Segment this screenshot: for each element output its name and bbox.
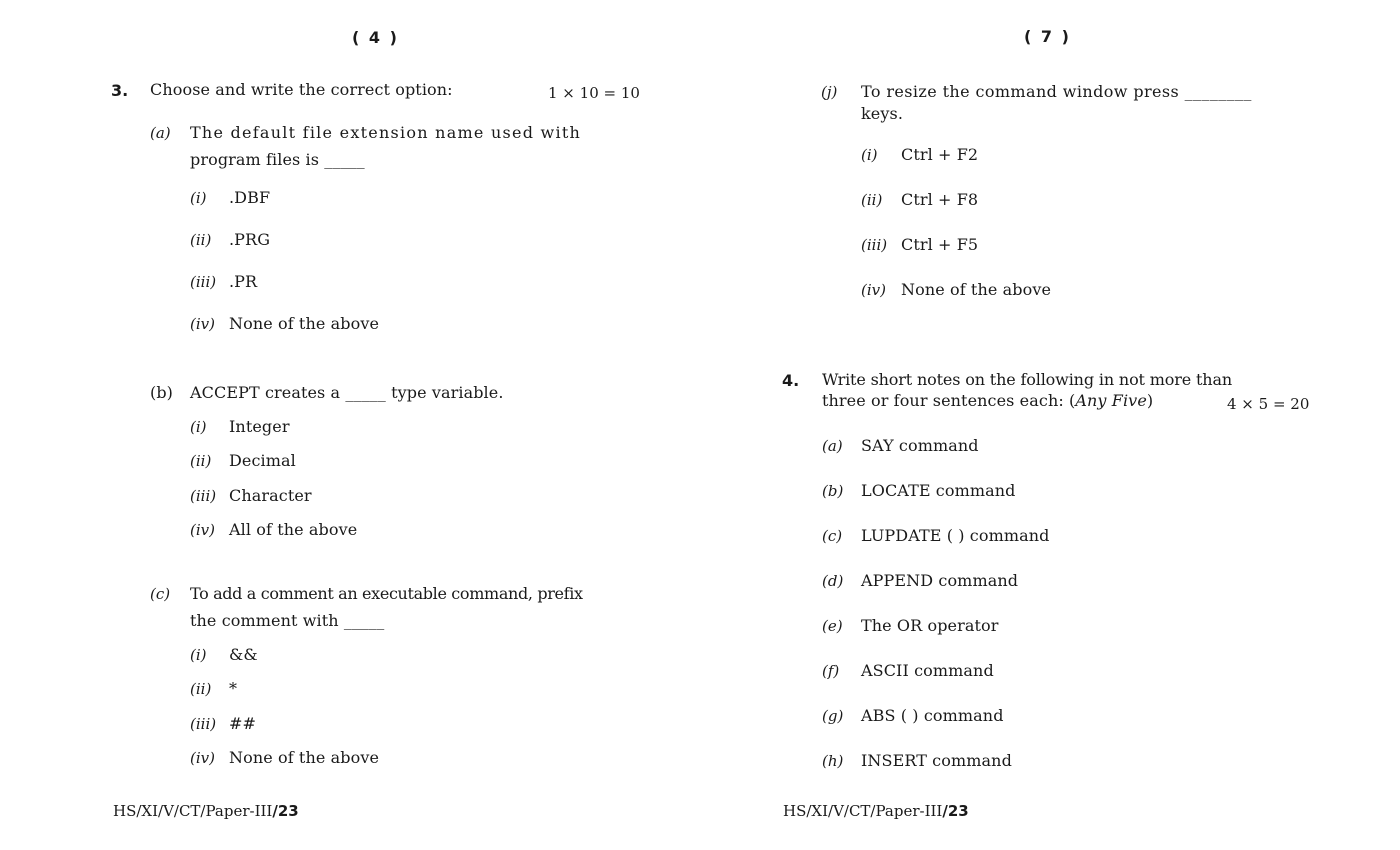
option-label: (ii) xyxy=(190,231,212,249)
item-label: (b) xyxy=(822,482,844,500)
option-text: .PR xyxy=(229,272,258,291)
paper-code-footer xyxy=(113,802,299,820)
option-label: (ii) xyxy=(190,452,212,470)
question-number: 4. xyxy=(782,371,800,390)
option-label: (ii) xyxy=(190,680,212,698)
option-label: (iv) xyxy=(190,749,215,767)
option-label: (iii) xyxy=(190,487,217,505)
option-label: (iii) xyxy=(861,236,888,254)
subquestion-text: program files is _____ xyxy=(190,150,365,169)
marks-allocation: 1 × 10 = 10 xyxy=(548,84,640,102)
option-label: (iii) xyxy=(190,273,217,291)
option-label: (ii) xyxy=(861,191,883,209)
option-label: (i) xyxy=(190,189,207,207)
option-label: (i) xyxy=(190,646,207,664)
paper-year: /23 xyxy=(272,802,299,820)
option-text: Ctrl + F5 xyxy=(901,235,979,254)
item-text: APPEND command xyxy=(861,571,1019,590)
option-label: (iv) xyxy=(190,315,215,333)
option-text: * xyxy=(229,679,238,698)
option-text: None of the above xyxy=(229,314,380,333)
option-label: (iii) xyxy=(190,715,217,733)
option-text: Ctrl + F8 xyxy=(901,190,979,209)
item-label: (a) xyxy=(822,437,843,455)
item-text: INSERT command xyxy=(861,751,1012,770)
subquestion-text: the comment with _____ xyxy=(190,611,385,630)
subquestion-text: The default file extension name used with xyxy=(190,123,582,142)
item-label: (d) xyxy=(822,572,844,590)
option-label: (iv) xyxy=(861,281,886,299)
page-number-left: ( 4 ) xyxy=(352,28,399,47)
option-text: None of the above xyxy=(229,748,380,767)
subquestion-label: (b) xyxy=(150,383,174,402)
instruction-text: three or four sentences each: ( xyxy=(822,391,1076,410)
option-label: (iv) xyxy=(190,521,215,539)
paper-code: HS/XI/V/CT/Paper-III xyxy=(113,802,273,820)
paper-code: HS/XI/V/CT/Paper-III xyxy=(783,802,943,820)
item-label: (g) xyxy=(822,707,844,725)
option-text: All of the above xyxy=(229,520,358,539)
subquestion-text: ACCEPT creates a _____ type variable. xyxy=(190,383,504,402)
option-label: (i) xyxy=(190,418,207,436)
item-label: (c) xyxy=(822,527,843,545)
page-number-right: ( 7 ) xyxy=(1024,27,1071,46)
item-text: SAY command xyxy=(861,436,979,455)
option-text: None of the above xyxy=(901,280,1052,299)
option-text: Ctrl + F2 xyxy=(901,145,979,164)
instruction-close: ) xyxy=(1146,391,1154,410)
item-label: (h) xyxy=(822,752,844,770)
item-text: ABS ( ) command xyxy=(861,706,1004,725)
option-text: ## xyxy=(229,714,257,733)
item-text: LOCATE command xyxy=(861,481,1016,500)
paper-year: /23 xyxy=(942,802,969,820)
question-instruction xyxy=(822,391,1153,410)
item-text: The OR operator xyxy=(861,616,999,635)
paper-code-footer xyxy=(783,802,969,820)
item-text: LUPDATE ( ) command xyxy=(861,526,1050,545)
option-text: Decimal xyxy=(229,451,296,470)
question-instruction: Choose and write the correct option: xyxy=(150,80,453,99)
option-text: .DBF xyxy=(229,188,271,207)
item-text: ASCII command xyxy=(861,661,994,680)
option-text: .PRG xyxy=(229,230,271,249)
subquestion-label: (j) xyxy=(821,83,838,101)
question-instruction: Write short notes on the following in not more than xyxy=(822,370,1232,389)
instruction-emphasis: Any Five xyxy=(1075,391,1147,410)
item-label: (f) xyxy=(822,662,840,680)
option-text: Character xyxy=(229,486,312,505)
option-text: Integer xyxy=(229,417,290,436)
option-label: (i) xyxy=(861,146,878,164)
option-text: && xyxy=(229,645,258,664)
subquestion-label: (a) xyxy=(150,124,171,142)
subquestion-text: To resize the command window press ________ xyxy=(861,82,1252,101)
subquestion-text: keys. xyxy=(861,104,903,123)
item-label: (e) xyxy=(822,617,843,635)
subquestion-text: To add a comment an executable command, prefix xyxy=(190,584,583,603)
question-number: 3. xyxy=(111,81,129,100)
subquestion-label: (c) xyxy=(150,585,171,603)
marks-allocation: 4 × 5 = 20 xyxy=(1227,395,1310,413)
